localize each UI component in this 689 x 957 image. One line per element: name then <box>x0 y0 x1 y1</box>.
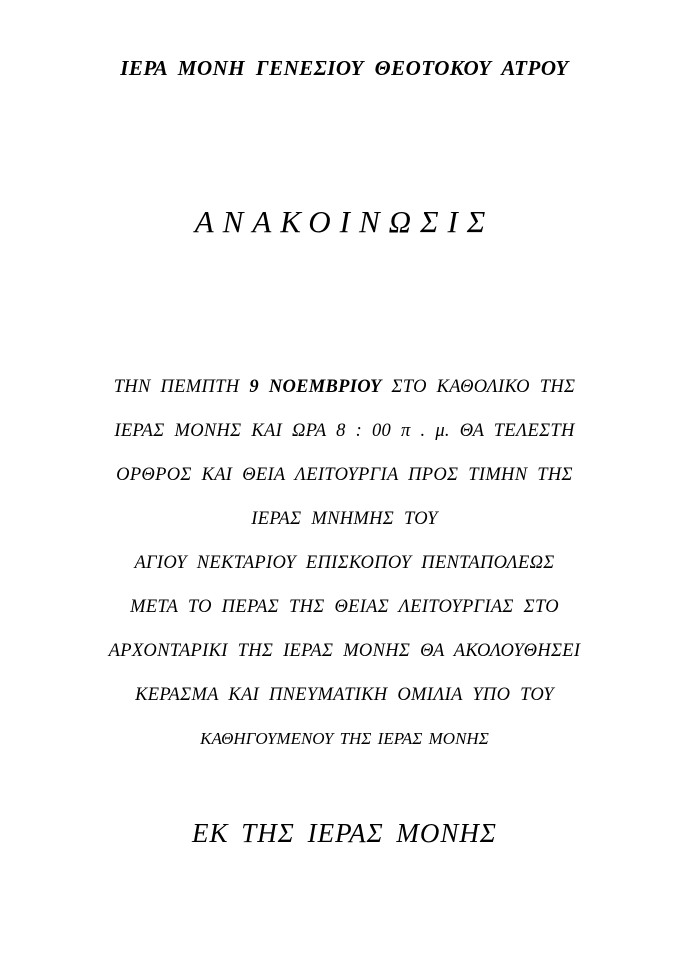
body-line-1 <box>0 377 689 398</box>
monastery-header: ΙΕΡΑ ΜΟΝΗ ΓΕΝΕΣΙΟΥ ΘΕΟΤΟΚΟΥ ΑΤΡΟΥ <box>120 56 569 80</box>
body-line-6: ΜΕΤΑ ΤΟ ΠΕΡΑΣ ΤΗΣ ΘΕΙΑΣ ΛΕΙΤΟΥΡΓΙΑΣ ΣΤΟ <box>130 597 559 617</box>
body-line-3: ΟΡΘΡΟΣ ΚΑΙ ΘΕΙΑ ΛΕΙΤΟΥΡΓΙΑ ΠΡΟΣ ΤΙΜΗΝ ΤΗΣ <box>116 465 573 485</box>
body-line-4: ΙΕΡΑΣ ΜΝΗΜΗΣ ΤΟΥ <box>251 509 438 529</box>
body-line-9: ΚΑΘΗΓΟΥΜΕΝΟΥ ΤΗΣ ΙΕΡΑΣ ΜΟΝΗΣ <box>200 729 489 748</box>
event-date: 9 ΝΟΕΜΒΡΙΟΥ <box>249 377 382 397</box>
body-line-1-prefix: ΤΗΝ ΠΕΜΠΤΗ <box>113 377 250 397</box>
body-line-8: ΚΕΡΑΣΜΑ ΚΑΙ ΠΝΕΥΜΑΤΙΚΗ ΟΜΙΛΙΑ ΥΠΟ ΤΟΥ <box>135 685 554 705</box>
body-line-2: ΙΕΡΑΣ ΜΟΝΗΣ ΚΑΙ ΩΡΑ 8 : 00 π . μ. ΘΑ ΤΕΛΕΣΤΗ <box>114 421 575 441</box>
body-line-7: ΑΡΧΟΝΤΑΡΙΚΙ ΤΗΣ ΙΕΡΑΣ ΜΟΝΗΣ ΘΑ ΑΚΟΛΟΥΘΗΣΕΙ <box>108 641 581 661</box>
body-line-1-suffix: ΣΤΟ ΚΑΘΟΛΙΚΟ ΤΗΣ <box>381 377 576 397</box>
announcement-title: ΑΝΑΚΟΙΝΩΣΙΣ <box>194 204 495 239</box>
body-line-5: ΑΓΙΟΥ ΝΕΚΤΑΡΙΟΥ ΕΠΙΣΚΟΠΟΥ ΠΕΝΤΑΠΟΛΕΩΣ <box>134 553 555 573</box>
signature-footer: ΕΚ ΤΗΣ ΙΕΡΑΣ ΜΟΝΗΣ <box>192 818 497 848</box>
